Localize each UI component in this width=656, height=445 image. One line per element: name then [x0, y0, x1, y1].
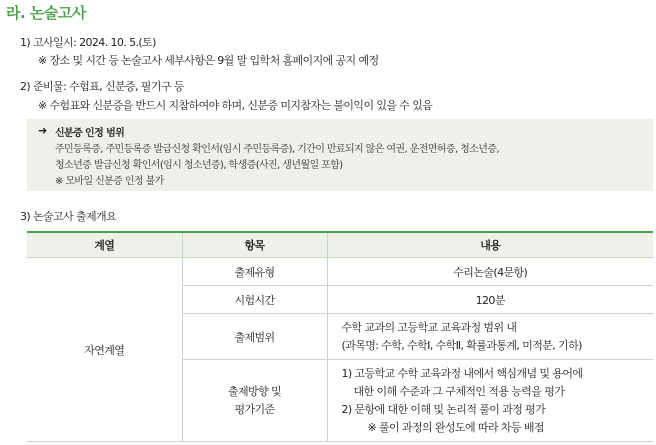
item-cell: 출제범위 [182, 314, 327, 360]
track-cell: 자연계열 [27, 258, 182, 442]
item-line: 평가기준 [234, 402, 275, 416]
supplies-heading: 2) 준비물: 수험표, 신분증, 필기구 등 [20, 80, 184, 93]
content-line: 1) 고등학교 수학 교육과정 내에서 핵심개념 및 용어에 [341, 366, 583, 380]
content-cell [327, 360, 653, 442]
item-cell [182, 360, 327, 442]
content-cell: 120분 [327, 286, 653, 314]
exam-overview-table [27, 231, 653, 442]
column-header-track: 계열 [27, 232, 182, 258]
column-header-item: 항목 [182, 232, 327, 258]
item-cell: 출제유형 [182, 258, 327, 286]
section-title: 라. 논술고사 [6, 4, 86, 22]
exam-date-note: ※ 장소 및 시간 등 논술고사 세부사항은 9월 말 입학처 홈페이지에 공지 예정 [38, 54, 379, 67]
table-row [27, 258, 653, 286]
id-scope-box [27, 119, 653, 191]
id-scope-line: 청소년증 발급신청 확인서(임시 청소년증), 학생증(사진, 생년월일 포함) [55, 160, 343, 171]
table-header-row [27, 232, 653, 258]
exam-date-heading: 1) 고사일시: 2024. 10. 5.(토) [20, 36, 156, 49]
content-line: 대한 이해 수준과 그 구체적인 적용 능력을 평가 [353, 384, 565, 398]
exam-overview-heading: 3) 논술고사 출제개요 [20, 210, 117, 223]
supplies-note: ※ 수험표와 신분증을 반드시 지참하여야 하며, 신분증 미지참자는 불이익이 있을 수 있음 [38, 99, 433, 112]
content-line: 2) 문항에 대한 이해 및 논리적 풀이 과정 평가 [341, 402, 546, 416]
column-header-content: 내용 [327, 232, 653, 258]
arrow-right-icon: ➜ [38, 124, 48, 137]
content-line: (과목명: 수학, 수학Ⅰ, 수학Ⅱ, 확률과통계, 미적분, 기하) [341, 338, 582, 352]
item-cell: 시험시간 [182, 286, 327, 314]
content-line: 수학 교과의 고등학교 교육과정 범위 내 [341, 320, 517, 334]
id-scope-title: 신분증 인정 범위 [55, 128, 125, 139]
id-scope-note: ※ 모바일 신분증 인정 불가 [55, 176, 164, 187]
content-cell: 수리논술(4문항) [327, 258, 653, 286]
content-cell [327, 314, 653, 360]
id-scope-line: 주민등록증, 주민등록증 발급신청 확인서(임시 주민등록증), 기간이 만료되지 않은 여권, 운전면허증, 청소년증, [55, 144, 499, 155]
item-line: 출제방향 및 [227, 384, 282, 398]
content-line: ※ 풀이 과정의 완성도에 따라 차등 배점 [367, 420, 544, 434]
